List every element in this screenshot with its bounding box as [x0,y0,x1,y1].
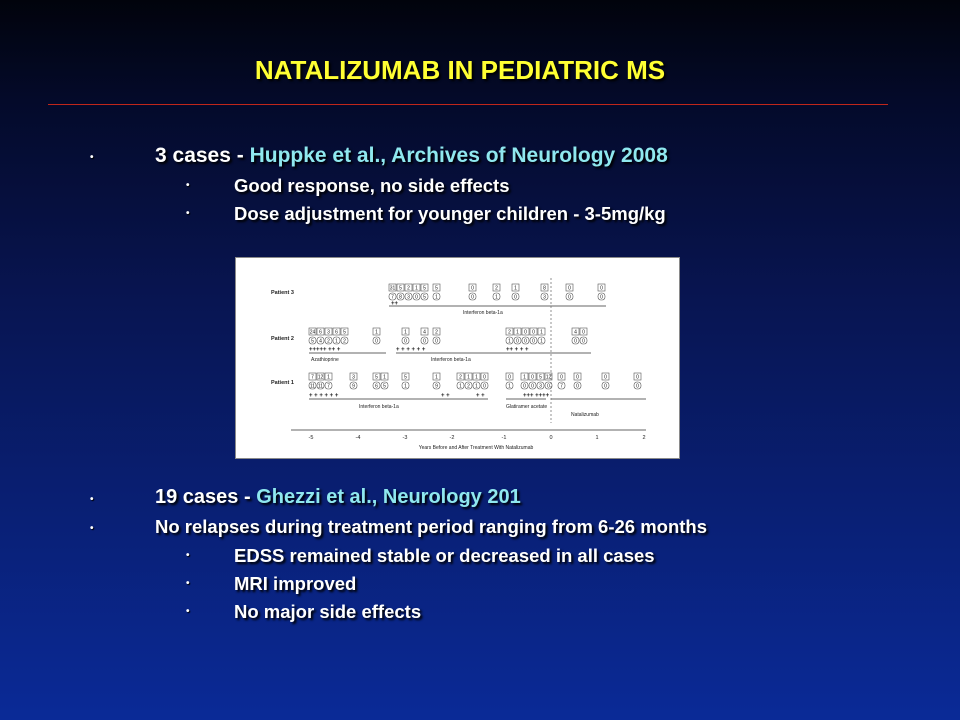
box-value: 0 [568,294,571,301]
box-value: 1 [540,338,543,345]
box-value: 0 [508,374,511,381]
box-value: 7 [560,383,563,390]
box-value: 2 [343,338,346,345]
box-value: 6 [319,329,322,336]
box-value: 2 [435,329,438,336]
citation: Huppke et al., Archives of Neurology 2008 [249,144,668,167]
box-value: 5 [435,285,438,292]
box-value: 0 [471,285,474,292]
sub-bullet-response: Good response, no side effects [234,175,510,196]
box-value: 5 [343,329,346,336]
treatment-label: Natalizumab [571,412,599,418]
box-value: 5 [375,374,378,381]
box-value: 1 [514,285,517,292]
box-value: 2 [495,285,498,292]
box-value: 0 [576,383,579,390]
sub-bullet-dot: • [186,550,190,561]
box-value: 0 [574,338,577,345]
patient-label: Patient 2 [271,336,294,342]
box-value: 11 [309,383,316,390]
box-value: 1 [475,383,478,390]
x-tick-label: 1 [595,435,599,441]
x-axis-label: Years Before and After Treatment With Natalizumab [418,445,534,451]
box-value: 1 [435,374,438,381]
box-value: 0 [531,374,534,381]
box-value: 1 [523,374,526,381]
box-value: 1 [335,338,338,345]
box-value: 1 [404,329,407,336]
sub-bullet-mri: MRI improved [234,573,357,594]
box-value: 2 [467,383,470,390]
box-value: 0 [604,374,607,381]
svg-text:+ +: + + [441,393,450,399]
x-tick-label: -3 [402,435,408,441]
svg-text:+ + + + + +: + + + + + + [309,393,339,399]
x-tick-label: -2 [449,435,455,441]
box-value: 9 [352,383,355,390]
box-value: 0 [560,374,563,381]
box-value: 24 [309,329,316,336]
box-value: 0 [568,285,571,292]
box-value: 5 [404,374,407,381]
box-value: 1 [495,294,498,301]
patient-label: Patient 1 [271,380,294,386]
box-value: 0 [523,383,526,390]
bullet-ghezzi [155,486,521,509]
box-value: 3 [327,329,330,336]
x-tick-label: -4 [355,435,361,441]
box-value: 0 [435,338,438,345]
box-value: 1 [475,374,478,381]
box-value: 0 [524,329,527,336]
svg-text:++ + + +: ++ + + + [506,347,529,353]
box-value: 0 [423,338,426,345]
case-count: 3 cases - [155,144,250,167]
sub-bullet-dot: • [186,180,190,191]
box-value: 4 [574,329,577,336]
box-value: 0 [532,338,535,345]
box-value: 2 [459,374,462,381]
svg-text:+++++ ++ +: +++++ ++ + [309,347,341,353]
x-tick-label: 0 [549,435,553,441]
box-value: 0 [636,374,639,381]
box-value: 0 [532,329,535,336]
box-value: 0 [483,383,486,390]
box-value: 5 [311,338,314,345]
sub-bullet-dot: • [186,208,190,219]
svg-text:+ +: + + [476,393,485,399]
treatment-label: Glatiramer acetate [506,404,548,410]
box-value: 0 [582,329,585,336]
title-divider [48,104,888,105]
box-value: 5 [423,285,426,292]
box-value: 8 [543,285,546,292]
box-value: 1 [516,329,519,336]
timeline-chart [236,258,681,460]
x-tick-label: -1 [501,435,507,441]
box-value: 0 [636,383,639,390]
box-value: 0 [604,383,607,390]
treatment-label: Azathioprine [311,357,339,363]
box-value: 0 [531,383,534,390]
x-tick-label: -5 [308,435,314,441]
p2-boxes [309,328,587,344]
box-value: 0 [516,338,519,345]
box-value: 11 [317,383,324,390]
bullet-dot: • [90,494,94,505]
sub-bullet-dot: • [186,606,190,617]
box-value: 1 [467,374,470,381]
x-ticks [309,435,646,451]
box-value: 0 [483,374,486,381]
box-value: 0 [582,338,585,345]
box-value: 0 [547,383,550,390]
box-value: 1 [415,285,418,292]
bullet-dot: • [90,523,94,534]
box-values [310,285,639,389]
box-value: 3 [352,374,355,381]
box-value: 7 [391,294,394,301]
box-value: 0 [471,294,474,301]
box-value: 0 [415,294,418,301]
box-value: 1 [540,329,543,336]
svg-text:+ + + + + +: + + + + + + [396,347,426,353]
box-value: 12 [317,374,324,381]
box-value: 5 [539,374,542,381]
box-value: 3 [539,383,542,390]
box-value: 4 [319,338,322,345]
slide-title: NATALIZUMAB IN PEDIATRIC MS [254,55,666,85]
box-value: 1 [327,374,330,381]
box-value: 31 [389,285,396,292]
box-value: 2 [327,338,330,345]
sub-bullet-dose: Dose adjustment for younger children - 3-5mg/kg [234,203,666,224]
box-value: 1 [459,383,462,390]
sub-bullet-side-effects: No major side effects [234,601,422,622]
x-tick-label: 2 [642,435,646,441]
box-value: 0 [524,338,527,345]
case-count: 19 cases - [155,486,257,508]
patient-label: Patient 3 [271,290,294,296]
treatment-label: Interferon beta-1a [431,357,471,363]
patient-timeline-figure [235,257,680,459]
box-value: 1 [435,294,438,301]
svg-text:+++ ++++: +++ ++++ [523,393,550,399]
box-value: 2 [407,285,410,292]
box-value: 1 [375,329,378,336]
box-value: 3 [407,294,410,301]
citation: Ghezzi et al., Neurology 201 [256,486,521,508]
box-value: 5 [383,383,386,390]
box-value: 5 [399,285,402,292]
box-value: 4 [423,329,426,336]
box-value: 0 [404,338,407,345]
box-value: 1 [508,383,511,390]
bullet-dot: • [90,152,94,163]
box-value: 0 [576,374,579,381]
box-value: 6 [375,383,378,390]
box-value: 6 [335,329,338,336]
treatment-label: Interferon beta-1a [463,310,503,316]
box-value: 1 [383,374,386,381]
box-value: 0 [600,294,603,301]
svg-text:++: ++ [391,301,399,307]
box-value: 1 [404,383,407,390]
bullet-huppke [155,144,668,168]
sub-bullet-edss: EDSS remained stable or decreased in all cases [234,545,655,566]
sub-bullet-dot: • [186,578,190,589]
box-value: 2 [508,329,511,336]
box-value: 9 [435,383,438,390]
box-value: 3 [543,294,546,301]
box-value: 12 [545,374,552,381]
box-value: 7 [327,383,330,390]
relapse-markers [309,301,550,399]
treatment-label: Interferon beta-1a [359,404,399,410]
box-value: 1 [508,338,511,345]
box-value: 5 [423,294,426,301]
box-value: 7 [311,374,314,381]
box-value: 0 [600,285,603,292]
box-value: 0 [514,294,517,301]
box-value: 0 [375,338,378,345]
box-value: 8 [399,294,402,301]
bullet-no-relapses: No relapses during treatment period ranging from 6-26 months [155,516,708,537]
